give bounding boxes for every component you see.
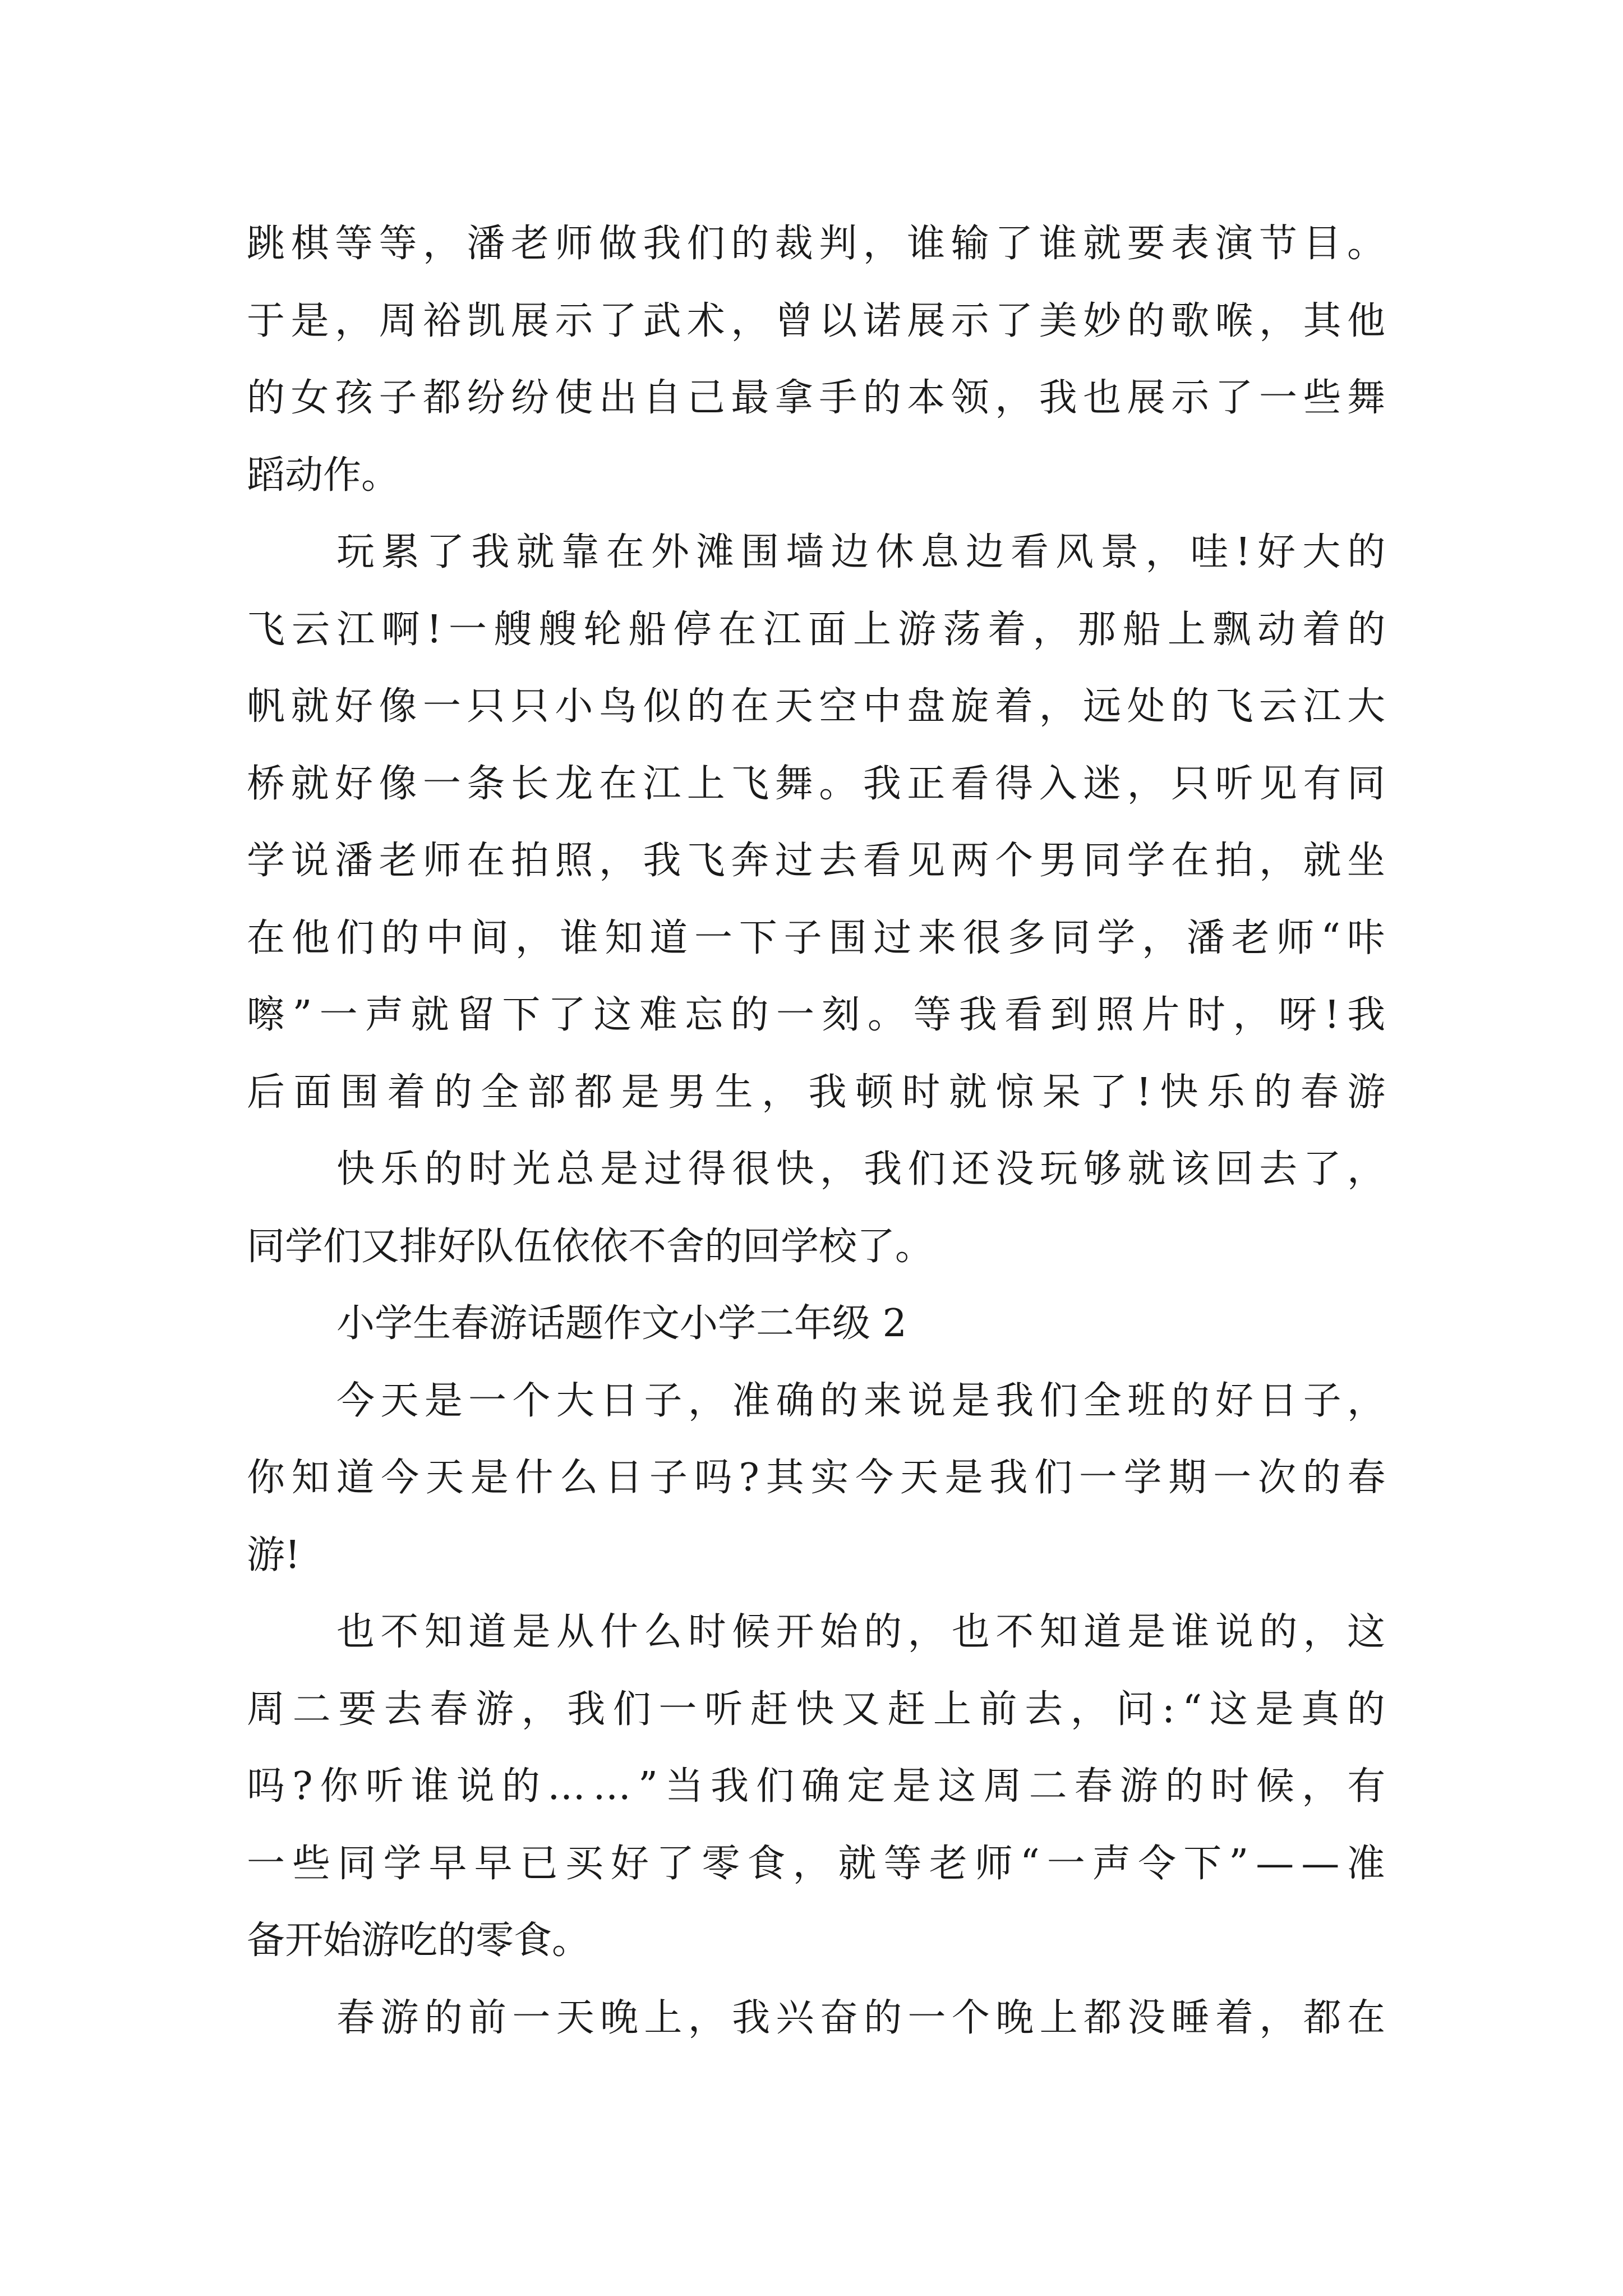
paragraph-line: 桥就好像一条长龙在江上飞舞。我正看得入迷，只听见有同 <box>247 762 1391 806</box>
paragraph-line: 一些同学早早已买好了零食，就等老师“一声令下”——准 <box>247 1842 1393 1886</box>
paragraph-line: 同学们又排好队伍依依不舍的回学校了。 <box>247 1225 934 1269</box>
paragraph-line: 在他们的中间，谁知道一下子围过来很多同学，潘老师“咔 <box>247 916 1392 960</box>
paragraph-line: 吗?你听谁说的……”当我们确定是这周二春游的时候，有 <box>247 1764 1393 1809</box>
paragraph-line: 嚓”一声就留下了这难忘的一刻。等我看到照片时，呀!我 <box>247 993 1393 1037</box>
paragraph-line: 跳棋等等，潘老师做我们的裁判，谁输了谁就要表演节目。 <box>247 222 1391 266</box>
paragraph-first-line: 也不知道是从什么时候开始的，也不知道是谁说的，这 <box>336 1610 1391 1654</box>
paragraph-line: 的女孩子都纷纷使出自己最拿手的本领，我也展示了一些舞 <box>247 376 1391 420</box>
paragraph-line: 蹈动作。 <box>247 453 400 498</box>
paragraph-line: 周二要去春游，我们一听赶快又赶上前去，问:“这是真的 <box>247 1687 1393 1732</box>
paragraph-first-line: 玩累了我就靠在外滩围墙边休息边看风景，哇!好大的 <box>336 530 1393 574</box>
paragraph-line: 学说潘老师在拍照，我飞奔过去看见两个男同学在拍，就坐 <box>247 839 1391 883</box>
paragraph-first-line: 快乐的时光总是过得很快，我们还没玩够就该回去了， <box>336 1147 1391 1191</box>
paragraph-line: 飞云江啊!一艘艘轮船停在江面上游荡着，那船上飘动着的 <box>247 608 1393 652</box>
paragraph-line: 后面围着的全部都是男生，我顿时就惊呆了!快乐的春游 <box>247 1070 1394 1115</box>
paragraph-line: 帆就好像一只只小鸟似的在天空中盘旋着，远处的飞云江大 <box>247 684 1391 729</box>
paragraph-first-line: 今天是一个大日子，准确的来说是我们全班的好日子， <box>336 1379 1391 1423</box>
paragraph-first-line: 小学生春游话题作文小学二年级 2 <box>336 1301 907 1346</box>
paragraph-line: 你知道今天是什么日子吗?其实今天是我们一学期一次的春 <box>247 1456 1393 1500</box>
paragraph-first-line: 春游的前一天晚上，我兴奋的一个晚上都没睡着，都在 <box>336 1996 1391 2040</box>
paragraph-line: 于是，周裕凯展示了武术，曾以诺展示了美妙的歌喉，其他 <box>247 299 1391 343</box>
paragraph-line: 备开始游吃的零食。 <box>247 1918 591 1963</box>
paragraph-line: 游! <box>247 1533 301 1577</box>
